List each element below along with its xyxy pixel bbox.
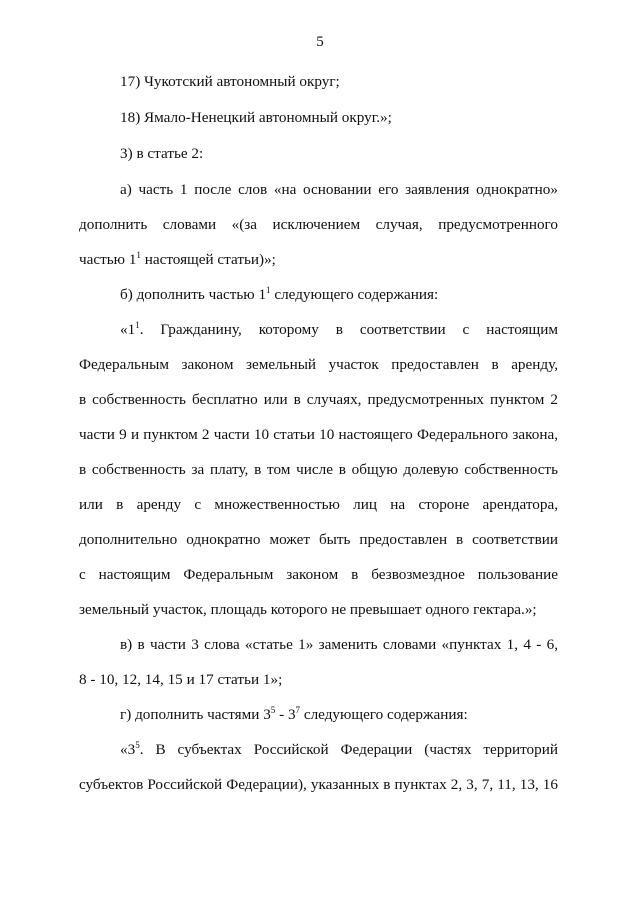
section-heading-3 (120, 145, 203, 163)
superscript: 1 (266, 285, 271, 295)
superscript: 7 (295, 705, 301, 715)
page-number: 5 (316, 34, 324, 50)
quoted-paragraph-3-5-line-1 (120, 741, 558, 759)
superscript: 1 (135, 320, 140, 330)
paragraph-v-line-2: 8 - 10, 12, 14, 15 и 17 статьи 1»; (79, 671, 283, 688)
superscript: 5 (270, 705, 276, 715)
quoted-paragraph-line-7: дополнительно однократно может быть предоставлен в соответствии (79, 531, 558, 548)
list-item-18 (120, 109, 392, 127)
text: . В субъектах Российской Федерации (частях территорий (139, 741, 558, 758)
quoted-paragraph-line-9: земельный участок, площадь которого не превышает одного гектара.»; (79, 601, 537, 618)
text: «1 (120, 321, 136, 338)
paragraph-g (120, 706, 468, 724)
text: 18) Ямало-Ненецкий автономный округ.»; (120, 109, 392, 126)
quoted-paragraph-line-8: с настоящим Федеральным законом в безвозмездное пользование (79, 566, 558, 583)
quoted-paragraph-line-4: части 9 и пунктом 2 части 10 статьи 10 настоящего Федерального закона, (79, 426, 558, 443)
paragraph-b (120, 286, 438, 304)
text: следующего содержания: (300, 706, 468, 723)
quoted-paragraph-line-1 (120, 321, 558, 339)
text: г) дополнить частями 3 (120, 706, 271, 723)
quoted-paragraph-line-2: Федеральным законом земельный участок предоставлен в аренду, (79, 356, 558, 373)
quoted-paragraph-line-3: в собственность бесплатно или в случаях, предусмотренных пунктом 2 (79, 391, 558, 408)
quoted-paragraph-line-6: или в аренду с множественностью лиц на стороне арендатора, (79, 496, 558, 513)
quoted-paragraph-3-5-line-2: субъектов Российской Федерации), указанных в пунктах 2, 3, 7, 11, 13, 16 (79, 776, 558, 793)
text: . Гражданину, которому в соответствии с настоящим (139, 321, 558, 338)
list-item-17 (120, 73, 340, 91)
paragraph-a-line-2: дополнить словами «(за исключением случая, предусмотренного (79, 216, 558, 233)
quoted-paragraph-line-5: в собственность за плату, в том числе в общую долевую собственность (79, 461, 558, 478)
paragraph-v-line-1: в) в части 3 слова «статье 1» заменить словами «пунктах 1, 4 - 6, (120, 636, 558, 653)
text: 17) Чукотский автономный округ; (120, 73, 340, 90)
paragraph-a-line-3 (79, 251, 276, 269)
text: 3) в статье 2: (120, 145, 204, 162)
text: частью 1 (79, 251, 137, 268)
text: - 3 (275, 706, 296, 723)
superscript: 1 (136, 250, 141, 260)
text: следующего содержания: (270, 286, 439, 303)
text: «3 (120, 741, 136, 758)
text: настоящей статьи)»; (140, 251, 276, 268)
paragraph-a-line-1: а) часть 1 после слов «на основании его заявления однократно» (120, 181, 558, 198)
text: б) дополнить частью 1 (120, 286, 267, 303)
superscript: 5 (135, 740, 140, 750)
